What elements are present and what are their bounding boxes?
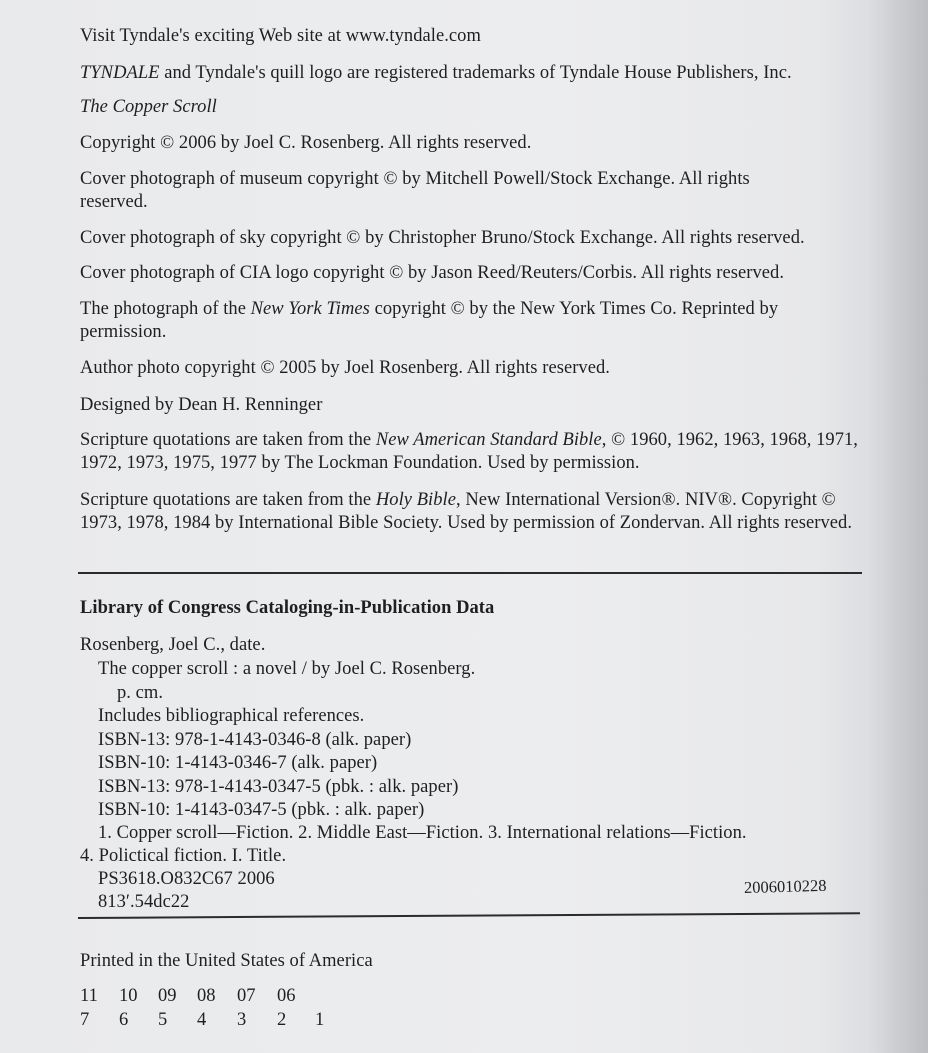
cip-lccn: 2006010228 [743, 875, 827, 897]
copyright-line: Copyright © 2006 by Joel C. Rosenberg. All rights reserved. [80, 133, 532, 153]
nyt-credit [80, 298, 855, 344]
nasb-after: , © 1960, 1962, 1963, 1968, 1971, 1972, 1973, 1975, 1977 by The Lockman Foundation. Used by permission. [80, 430, 858, 473]
cover-cia-credit: Cover photograph of CIA logo copyright © by Jason Reed/Reuters/Corbis. All rights reserved. [80, 263, 785, 283]
niv-before: Scripture quotations are taken from the [80, 490, 376, 510]
print-year: 11 [80, 986, 98, 1006]
print-year: 09 [158, 986, 177, 1006]
print-impression: 3 [237, 1010, 247, 1030]
print-line-impressions [80, 1008, 335, 1032]
nasb-permission [80, 429, 860, 475]
trademark-rest: and Tyndale's quill logo are registered trademarks of Tyndale House Publishers, Inc. [159, 63, 792, 83]
print-impression: 6 [119, 1010, 129, 1030]
cip-isbn-4: ISBN-10: 1-4143-0347-5 (pbk. : alk. paper) [98, 800, 425, 820]
print-year: 07 [237, 986, 256, 1006]
print-impression: 7 [80, 1010, 90, 1030]
nyt-italic: New York Times [250, 299, 370, 319]
print-line-years [80, 984, 307, 1008]
niv-permission [80, 489, 865, 535]
section-rule-top [78, 572, 862, 574]
nasb-before: Scripture quotations are taken from the [80, 430, 376, 450]
cip-subjects-2: 4. Polictical fiction. I. Title. [80, 846, 287, 866]
section-rule-bottom [78, 912, 860, 919]
print-year: 10 [119, 986, 138, 1006]
print-year: 08 [197, 986, 216, 1006]
cip-isbn-3: ISBN-13: 978-1-4143-0347-5 (pbk. : alk. paper) [98, 777, 459, 797]
cip-call-number: PS3618.O832C67 2006 [98, 869, 275, 889]
trademark-italic: TYNDALE [80, 63, 160, 83]
print-year: 06 [277, 986, 296, 1006]
cover-sky-credit: Cover photograph of sky copyright © by Christopher Bruno/Stock Exchange. All rights reserved. [80, 228, 805, 248]
cip-subjects-1: 1. Copper scroll—Fiction. 2. Middle East—Fiction. 3. International relations—Fiction. [98, 823, 747, 843]
cip-author: Rosenberg, Joel C., date. [80, 635, 266, 655]
niv-after: , New International Version®. NIV®. Copyright © 1973, 1978, 1984 by International Bible Society. Used by permission of Zondervan. All rights reserved. [80, 490, 853, 533]
print-impression: 1 [315, 1010, 325, 1030]
cover-museum-credit: Cover photograph of museum copyright © by Mitchell Powell/Stock Exchange. All rights reserved. [80, 169, 750, 212]
nyt-after: copyright © by the New York Times Co. Reprinted by permission. [80, 299, 779, 342]
trademark-line [80, 62, 792, 85]
cip-dewey: 813′.54dc22 [98, 892, 190, 912]
niv-italic: Holy Bible [375, 490, 456, 510]
author-photo-credit: Author photo copyright © 2005 by Joel Rosenberg. All rights reserved. [80, 358, 610, 378]
cip-pcm: p. cm. [117, 683, 164, 703]
cip-isbn-1: ISBN-13: 978-1-4143-0346-8 (alk. paper) [98, 730, 412, 750]
print-impression: 4 [197, 1010, 207, 1030]
cip-heading: Library of Congress Cataloging-in-Publication Data [80, 598, 495, 618]
print-impression: 5 [158, 1010, 168, 1030]
designer-credit: Designed by Dean H. Renninger [80, 395, 323, 415]
cip-isbn-2: ISBN-10: 1-4143-0346-7 (alk. paper) [98, 753, 378, 773]
website-line: Visit Tyndale's exciting Web site at www.tyndale.com [80, 26, 481, 46]
nasb-italic: New American Standard Bible [375, 430, 602, 450]
nyt-before: The photograph of the [80, 299, 251, 319]
printed-in: Printed in the United States of America [80, 951, 373, 971]
cip-title: The copper scroll : a novel / by Joel C. Rosenberg. [98, 659, 476, 679]
cip-biblio: Includes bibliographical references. [98, 706, 365, 726]
book-title: The Copper Scroll [80, 97, 217, 117]
page-gutter-shadow [868, 0, 928, 1053]
print-impression: 2 [277, 1010, 287, 1030]
